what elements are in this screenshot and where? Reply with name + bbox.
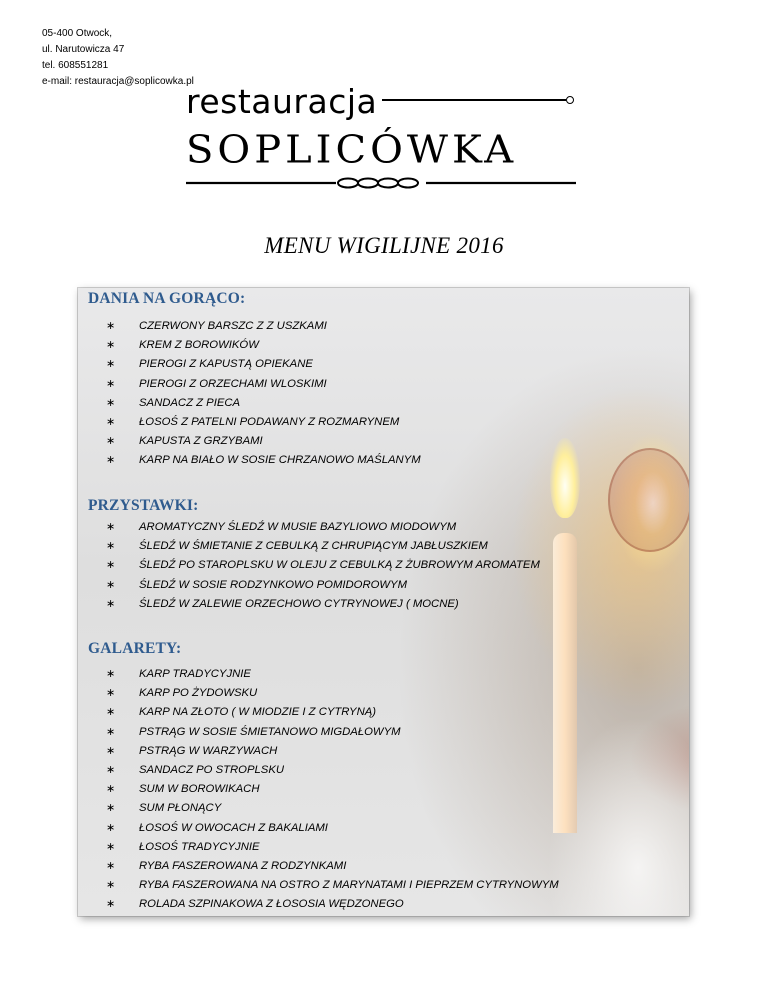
- bullet-icon: ∗: [106, 783, 116, 796]
- bullet-icon: ∗: [106, 744, 116, 757]
- candle-decoration: [553, 533, 577, 833]
- bullet-icon: ∗: [106, 687, 116, 700]
- logo-rule: [382, 99, 566, 101]
- section-title-hot-dishes: DANIA NA GORĄCO:: [88, 290, 246, 307]
- section-title-starters: PRZYSTAWKI:: [88, 497, 199, 514]
- bullet-icon: ∗: [106, 898, 116, 911]
- logo-header: [186, 84, 586, 124]
- bullet-icon: ∗: [106, 706, 116, 719]
- phone-line: tel. 608551281: [42, 60, 109, 71]
- bullet-icon: ∗: [106, 415, 116, 428]
- menu-title: MENU WIGILIJNE 2016: [264, 233, 504, 258]
- street-line: ul. Narutowicza 47: [42, 44, 125, 55]
- section-title-aspics: GALARETY:: [88, 640, 182, 657]
- bullet-icon: ∗: [106, 320, 116, 332]
- bullet-icon: ∗: [106, 840, 116, 853]
- logo-name: SOPLICÓWKA: [186, 128, 518, 172]
- bullet-icon: ∗: [106, 358, 116, 371]
- contact-block: [42, 26, 194, 90]
- bullet-icon: ∗: [106, 377, 116, 390]
- bullet-icon: ∗: [106, 821, 116, 834]
- bullet-icon: ∗: [106, 521, 116, 533]
- flourish-divider-icon: [186, 176, 576, 190]
- bullet-icon: ∗: [106, 879, 116, 892]
- bullet-icon: ∗: [106, 802, 116, 815]
- flame-decoration: [550, 438, 580, 518]
- bullet-icon: ∗: [106, 454, 116, 467]
- bullet-icon: ∗: [106, 435, 116, 448]
- address-line: 05-400 Otwock,: [42, 28, 113, 39]
- bullet-icon: ∗: [106, 339, 116, 352]
- bullet-icon: ∗: [106, 396, 116, 409]
- bullet-icon: ∗: [106, 540, 116, 553]
- menu-panel: DANIA NA GORĄCO: ∗ CZERWONY BARSZC Z Z USZKAMI ∗ KREM Z BOROWIKÓW ∗ PIEROGI Z KAPUSTĄ OPIEKANE ∗ PIEROGI Z ORZECHAMI WLOSKIMI ∗ SANDACZ Z PIECA ∗ ŁOSOŚ Z PATELNI PODAWANY Z ROZMARYNEM ∗ KAPUSTA Z GRZYBAMI ∗ KARP NA BIAŁO W SOSIE CHRZANOWO MAŚLANYM PRZYSTAWKI: ∗ AROMATYCZNY ŚLEDŹ W MUSIE BAZYLIOWO MIODOWYM ∗ ŚLEDŹ W ŚMIETANIE Z CEBULKĄ Z CHRUPIĄCYM JABŁUSZKIEM ∗ ŚLEDŹ PO STAROPLSKU W OLEJU Z CEBULKĄ Z ŻUBROWYM AROMATEM ∗ ŚLEDŹ W SOSIE RODZYNKOWO POMIDOROWYM ∗ ŚLEDŹ W ZALEWIE ORZECHOWO CYTRYNOWEJ ( MOCNE) GALARETY: ∗ KARP TRADYCYJNIE ∗ KARP PO ŻYDOWSKU ∗ KARP NA ZŁOTO ( W MIODZIE I Z CYTRYNĄ) ∗ PSTRĄG W SOSIE ŚMIETANOWO MIGDAŁOWYM ∗ PSTRĄG W WARZYWACH ∗ SANDACZ PO STROPLSKU ∗ SUM W BOROWIKACH ∗ SUM PŁONĄCY ∗ ŁOSOŚ W OWOCACH Z BAKALIAMI ∗ ŁOSOŚ TRADYCYJNIE ∗ RYBA FASZEROWANA Z RODZYNKAMI ∗ RYBA FASZEROWANA NA OSTRO Z MARYNATAMI I PIEPRZEM CYTRYNOWYM ∗ ROLADA SZPINAKOWA Z ŁOSOSIA WĘDZONEGO: [78, 288, 689, 916]
- bullet-icon: ∗: [106, 725, 116, 738]
- bullet-icon: ∗: [106, 597, 116, 610]
- bullet-icon: ∗: [106, 668, 116, 680]
- logo-word: restauracja: [186, 82, 378, 121]
- bullet-icon: ∗: [106, 859, 116, 872]
- bullet-icon: ∗: [106, 763, 116, 776]
- bullet-icon: ∗: [106, 559, 116, 572]
- bullet-icon: ∗: [106, 578, 116, 591]
- ornament-decoration: [608, 448, 689, 552]
- email-line: e-mail: restauracja@soplicowka.pl: [42, 76, 194, 87]
